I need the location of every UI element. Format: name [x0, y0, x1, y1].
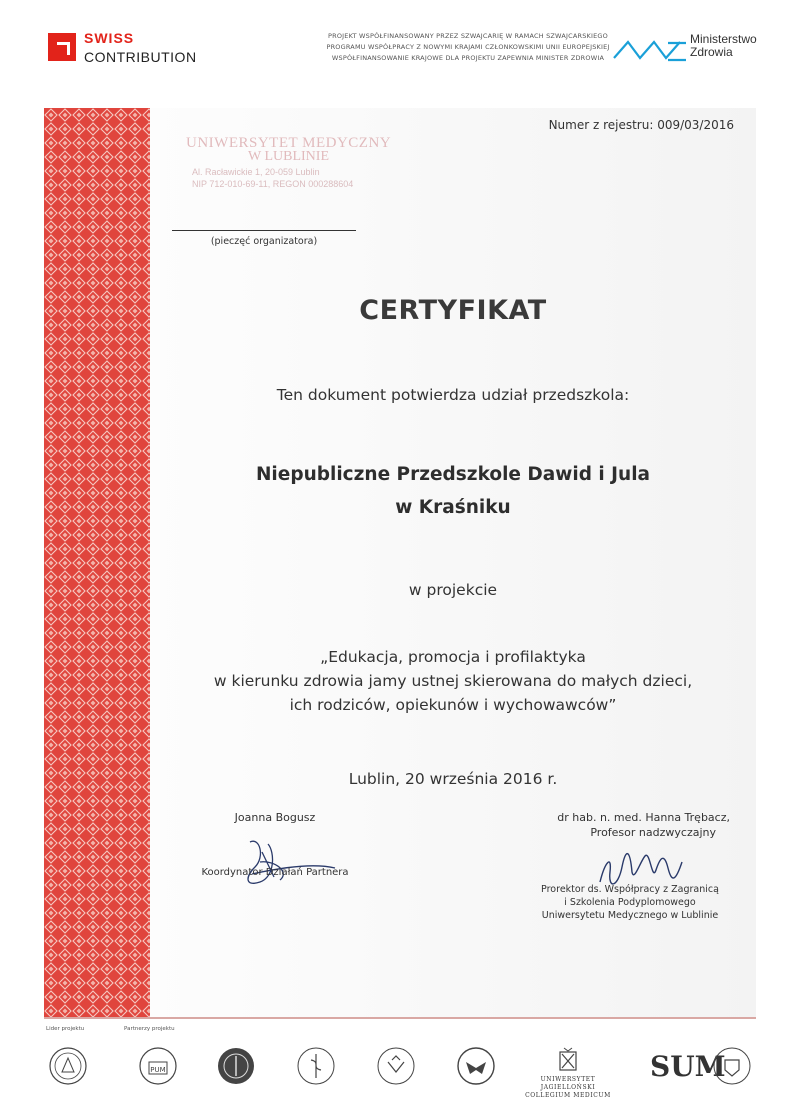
- uj-cm-logo-icon: [550, 1046, 586, 1076]
- stamp-line: W LUBLINIE: [248, 149, 329, 164]
- uj-line: COLLEGIUM MEDICUM: [525, 1092, 611, 1099]
- ministry-name-line: Ministerstwo: [690, 32, 757, 46]
- uj-line: UNIWERSYTET JAGIELLOŃSKI: [540, 1076, 596, 1091]
- funding-note-line: PROGRAMU WSPÓŁPRACY Z NOWYMI KRAJAMI CZŁONKOWSKIMI UNII EUROPEJSKIEJ: [326, 43, 610, 51]
- right-role-line: Uniwersytetu Medycznego w Lublinie: [541, 910, 719, 921]
- project-title-line: w kierunku zdrowia jamy ustnej skierowana do małych dzieci,: [213, 672, 693, 690]
- swiss-title: SWISS: [84, 30, 135, 46]
- recipient-location: w Kraśniku: [395, 497, 511, 518]
- right-role-line: i Szkolenia Podyplomowego: [564, 897, 696, 908]
- leader-seal-icon: [48, 1046, 88, 1086]
- ministry-of-health-logo-icon: [612, 36, 688, 64]
- sheet-bottom-rule: [44, 1017, 756, 1019]
- funding-note: [320, 31, 616, 64]
- partners-label: Partnerzy projektu: [124, 1026, 175, 1032]
- funding-note-line: PROJEKT WSPÓŁFINANSOWANY PRZEZ SZWAJCARIĘ W RAMACH SZWAJCARSKIEGO: [328, 32, 608, 40]
- swiss-contribution-logo-icon: [48, 33, 76, 61]
- left-signatory-role: Koordynator Działań Partnera: [201, 867, 349, 878]
- ministry-name: [690, 33, 757, 59]
- svg-text:PUM: PUM: [150, 1066, 166, 1074]
- left-signature-scribble-icon: [230, 832, 340, 892]
- pum-logo-icon: [138, 1046, 178, 1086]
- register-number: Numer z rejestru: 009/03/2016: [548, 118, 734, 132]
- gumed-logo-icon: [216, 1046, 256, 1086]
- left-signatory-name: Joanna Bogusz: [234, 811, 316, 824]
- umed-lodz-logo-icon: [376, 1046, 416, 1086]
- project-title-line: ich rodziców, opiekunów i wychowawców”: [289, 696, 617, 714]
- certificate-title: CERTYFIKAT: [359, 295, 547, 326]
- swiss-subtitle: CONTRIBUTION: [84, 49, 197, 65]
- right-role-line: Prorektor ds. Współpracy z Zagranicą: [541, 884, 719, 895]
- issue-date: Lublin, 20 września 2016 r.: [348, 770, 558, 788]
- funding-note-line: WSPÓŁFINANSOWANIE KRAJOWE DLA PROJEKTU ZAPEWNIA MINISTER ZDROWIA: [331, 54, 605, 62]
- stamp-line: UNIWERSYTET MEDYCZNY: [186, 135, 392, 151]
- seal-signature-line: [172, 230, 356, 231]
- decorative-border-pattern: [44, 108, 150, 1018]
- stamp-line: Al. Racławickie 1, 20-059 Lublin: [192, 167, 320, 177]
- sum-logo-icon: SUM: [650, 1050, 726, 1083]
- uj-cm-name: [518, 1076, 618, 1100]
- recipient-name: Niepubliczne Przedszkole Dawid i Jula: [255, 464, 651, 485]
- intro-text: Ten dokument potwierdza udział przedszkola:: [276, 386, 630, 404]
- right-signatory-role: [520, 883, 740, 922]
- leader-label: Lider projektu: [46, 1026, 85, 1032]
- right-signatory-title: Profesor nadzwyczajny: [590, 826, 716, 839]
- organizer-stamp: [186, 135, 426, 205]
- pmwsz-opole-logo-icon: [712, 1046, 752, 1086]
- ump-logo-icon: [296, 1046, 336, 1086]
- umb-eagle-logo-icon: [456, 1046, 496, 1086]
- right-signatory-name: dr hab. n. med. Hanna Trębacz,: [557, 811, 730, 824]
- stamp-line: NIP 712-010-69-11, REGON 000288604: [192, 179, 354, 189]
- in-project-text: w projekcie: [408, 581, 498, 599]
- seal-label: (pieczęć organizatora): [210, 236, 318, 247]
- project-title-line: „Edukacja, promocja i profilaktyka: [320, 648, 586, 666]
- ministry-name-line: Zdrowia: [690, 45, 733, 59]
